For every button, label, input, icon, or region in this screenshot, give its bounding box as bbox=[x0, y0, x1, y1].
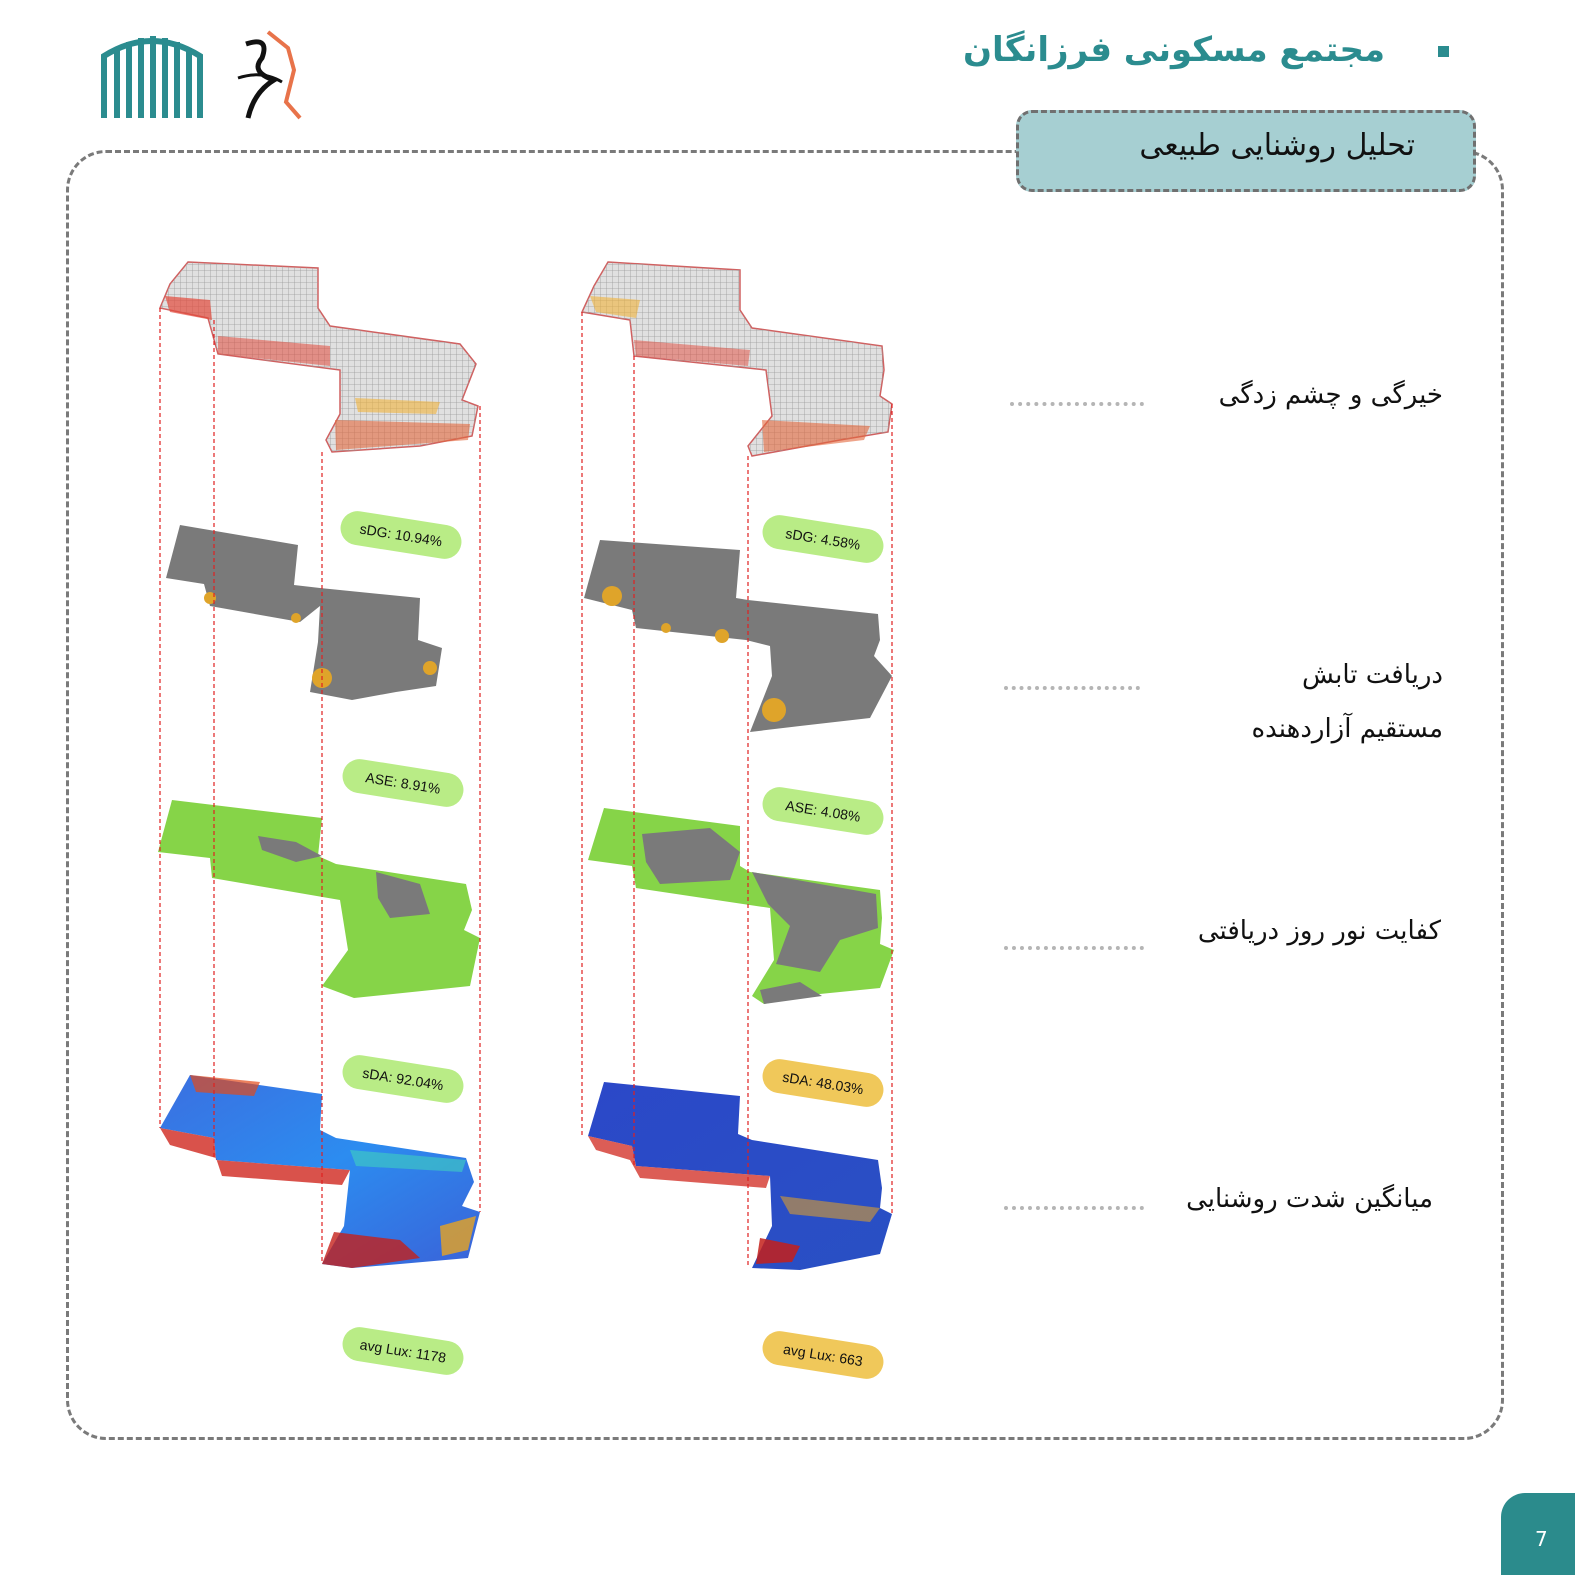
right-lux-badge: avg Lux: 663 bbox=[760, 1329, 886, 1382]
right-ase-plan bbox=[584, 540, 892, 732]
row-label-ase-line1: دریافت تابش bbox=[1301, 660, 1443, 690]
left-sdg-badge: sDG: 10.94% bbox=[338, 509, 464, 562]
row-leader-lux bbox=[1004, 1206, 1144, 1210]
row-label-sda: کفایت نور روز دریافتی bbox=[1197, 916, 1441, 946]
row-leader-ase bbox=[1004, 686, 1140, 690]
left-sda-badge: sDA: 92.04% bbox=[340, 1053, 466, 1106]
section-title: تحلیل روشنایی طبیعی bbox=[1139, 128, 1415, 163]
left-stack bbox=[158, 262, 480, 1268]
right-sdg-badge: sDG: 4.58% bbox=[760, 513, 886, 566]
row-label-ase-line2: مستقیم آزاردهنده bbox=[1251, 714, 1443, 744]
page-title: مجتمع مسکونی فرزانگان bbox=[963, 30, 1385, 70]
row-leader-sda bbox=[1004, 946, 1144, 950]
right-stack bbox=[582, 262, 894, 1270]
left-ase-badge: ASE: 8.91% bbox=[340, 757, 466, 810]
left-sda-plan bbox=[158, 800, 480, 998]
row-leader-glare bbox=[1010, 402, 1144, 406]
right-ase-badge: ASE: 4.08% bbox=[760, 785, 886, 838]
row-label-glare: خیرگی و چشم زدگی bbox=[1218, 380, 1443, 410]
left-lux-badge: avg Lux: 1178 bbox=[340, 1325, 466, 1378]
row-label-lux: میانگین شدت روشنایی bbox=[1186, 1184, 1433, 1214]
page-number: 7 bbox=[1535, 1527, 1548, 1551]
right-sda-badge: sDA: 48.03% bbox=[760, 1057, 886, 1110]
